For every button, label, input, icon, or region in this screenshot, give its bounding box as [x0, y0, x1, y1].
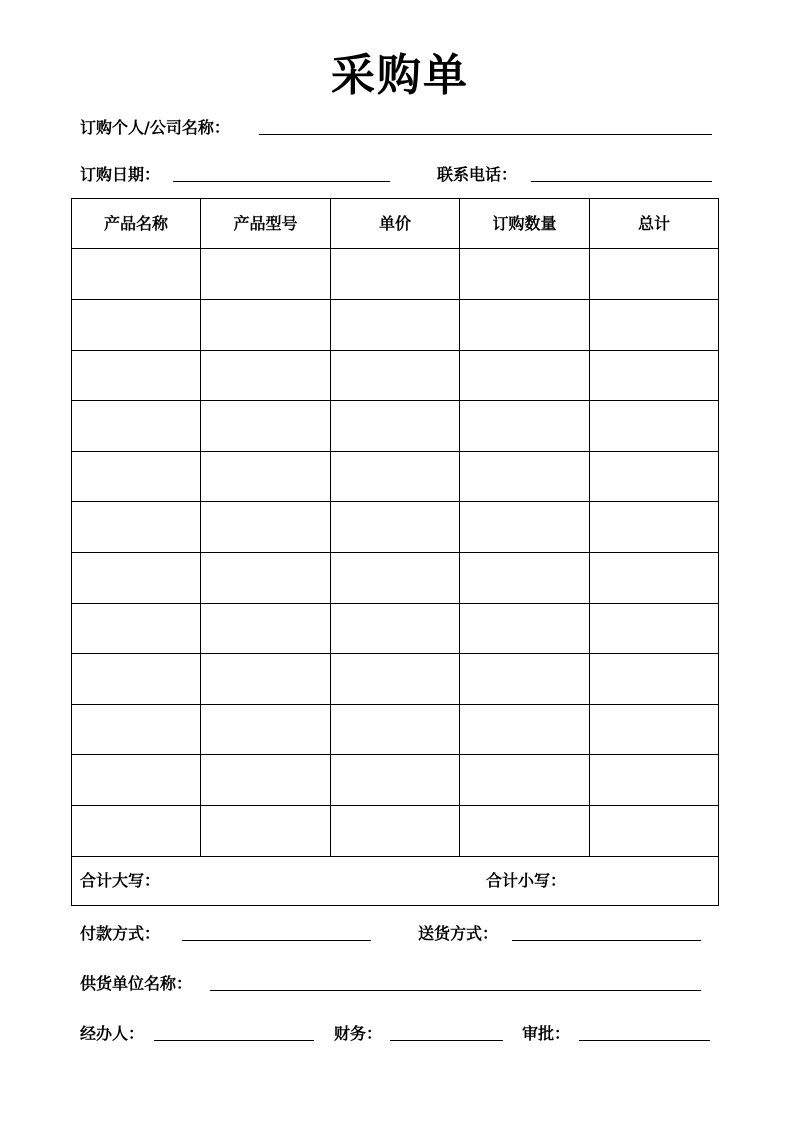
table-row — [72, 300, 718, 351]
delivery-method-input-line[interactable] — [512, 940, 701, 941]
table-cell-quantity[interactable] — [460, 249, 590, 299]
table-cell-product-model[interactable] — [201, 553, 331, 603]
column-header-product-model: 产品型号 — [201, 199, 331, 248]
page-title: 采购单 — [331, 50, 469, 101]
column-header-quantity: 订购数量 — [460, 199, 590, 248]
finance-input-line[interactable] — [390, 1040, 503, 1041]
table-header-row — [72, 199, 718, 249]
table-cell-product-model[interactable] — [201, 755, 331, 805]
table-cell-unit-price[interactable] — [331, 249, 460, 299]
customer-name-row — [0, 116, 800, 140]
phone-label: 联系电话： — [437, 165, 518, 184]
table-cell-product-name[interactable] — [72, 806, 201, 856]
table-cell-product-name[interactable] — [72, 451, 201, 501]
table-row — [72, 704, 718, 755]
table-cell-product-model[interactable] — [201, 300, 331, 350]
table-cell-quantity[interactable] — [460, 755, 590, 805]
supplier-name-row — [0, 972, 800, 996]
table-cell-total[interactable] — [590, 451, 718, 501]
table-cell-quantity[interactable] — [460, 350, 590, 400]
table-cell-unit-price[interactable] — [331, 654, 460, 704]
table-cell-unit-price[interactable] — [331, 401, 460, 451]
table-cell-product-model[interactable] — [201, 603, 331, 653]
approval-label: 审批： — [522, 1024, 571, 1043]
order-date-phone-row — [0, 163, 800, 187]
table-cell-total[interactable] — [590, 300, 718, 350]
table-row — [72, 502, 718, 553]
column-header-product-name: 产品名称 — [72, 199, 201, 248]
table-cell-unit-price[interactable] — [331, 553, 460, 603]
table-cell-product-model[interactable] — [201, 249, 331, 299]
handler-label: 经办人： — [80, 1024, 145, 1043]
table-cell-quantity[interactable] — [460, 654, 590, 704]
table-cell-total[interactable] — [590, 654, 718, 704]
table-row — [72, 350, 718, 401]
table-cell-unit-price[interactable] — [331, 704, 460, 754]
table-cell-total[interactable] — [590, 249, 718, 299]
table-cell-product-name[interactable] — [72, 502, 201, 552]
table-cell-unit-price[interactable] — [331, 806, 460, 856]
column-header-total: 总计 — [637, 214, 670, 233]
table-cell-quantity[interactable] — [460, 806, 590, 856]
table-row — [72, 654, 718, 705]
table-cell-product-name[interactable] — [72, 300, 201, 350]
table-cell-product-model[interactable] — [201, 654, 331, 704]
table-cell-total[interactable] — [590, 401, 718, 451]
table-cell-product-model[interactable] — [201, 502, 331, 552]
table-total-row — [72, 856, 718, 905]
table-cell-total[interactable] — [590, 502, 718, 552]
table-cell-quantity[interactable] — [460, 704, 590, 754]
phone-input-line[interactable] — [531, 181, 712, 182]
table-row — [72, 603, 718, 654]
order-table — [71, 198, 719, 906]
table-row — [72, 806, 718, 857]
table-cell-product-name[interactable] — [72, 603, 201, 653]
table-cell-total[interactable] — [590, 755, 718, 805]
total-uppercase-label: 合计大写： — [80, 871, 161, 890]
payment-method-input-line[interactable] — [182, 940, 371, 941]
table-cell-product-name[interactable] — [72, 654, 201, 704]
table-cell-product-model[interactable] — [201, 401, 331, 451]
customer-name-input-line[interactable] — [259, 134, 712, 135]
payment-delivery-row — [0, 922, 800, 946]
supplier-name-label: 供货单位名称： — [80, 974, 193, 993]
order-date-label: 订购日期： — [80, 165, 161, 184]
delivery-method-label: 送货方式： — [418, 924, 499, 943]
table-row — [72, 249, 718, 300]
approval-input-line[interactable] — [579, 1040, 710, 1041]
column-header-unit-price: 单价 — [331, 199, 460, 248]
table-row — [72, 755, 718, 806]
table-cell-quantity[interactable] — [460, 553, 590, 603]
customer-name-label: 订购个人/公司名称： — [80, 118, 230, 137]
table-cell-product-name[interactable] — [72, 401, 201, 451]
table-cell-quantity[interactable] — [460, 300, 590, 350]
table-cell-total[interactable] — [590, 553, 718, 603]
handler-input-line[interactable] — [154, 1040, 314, 1041]
payment-method-label: 付款方式： — [80, 924, 161, 943]
table-cell-total[interactable] — [590, 704, 718, 754]
table-cell-total[interactable] — [590, 603, 718, 653]
finance-label: 财务： — [334, 1024, 383, 1043]
table-cell-product-name[interactable] — [72, 704, 201, 754]
table-cell-total[interactable] — [590, 806, 718, 856]
table-cell-unit-price[interactable] — [331, 755, 460, 805]
table-cell-unit-price[interactable] — [331, 451, 460, 501]
table-row — [72, 401, 718, 452]
table-row — [72, 553, 718, 604]
table-cell-quantity[interactable] — [460, 401, 590, 451]
table-cell-product-model[interactable] — [201, 806, 331, 856]
supplier-name-input-line[interactable] — [210, 990, 701, 991]
table-cell-unit-price[interactable] — [331, 300, 460, 350]
signature-row — [0, 1022, 800, 1046]
table-cell-unit-price[interactable] — [331, 603, 460, 653]
total-lowercase-label: 合计小写： — [486, 871, 567, 890]
table-row — [72, 451, 718, 502]
table-cell-unit-price[interactable] — [331, 502, 460, 552]
table-cell-unit-price[interactable] — [331, 350, 460, 400]
table-cell-total[interactable] — [590, 350, 718, 400]
table-cell-product-model[interactable] — [201, 704, 331, 754]
table-cell-quantity[interactable] — [460, 451, 590, 501]
order-date-input-line[interactable] — [173, 181, 390, 182]
table-cell-quantity[interactable] — [460, 502, 590, 552]
table-cell-product-name[interactable] — [72, 350, 201, 400]
table-cell-product-name[interactable] — [72, 755, 201, 805]
table-cell-product-name[interactable] — [72, 249, 201, 299]
table-cell-product-name[interactable] — [72, 553, 201, 603]
table-cell-product-model[interactable] — [201, 451, 331, 501]
table-cell-quantity[interactable] — [460, 603, 590, 653]
table-cell-product-model[interactable] — [201, 350, 331, 400]
